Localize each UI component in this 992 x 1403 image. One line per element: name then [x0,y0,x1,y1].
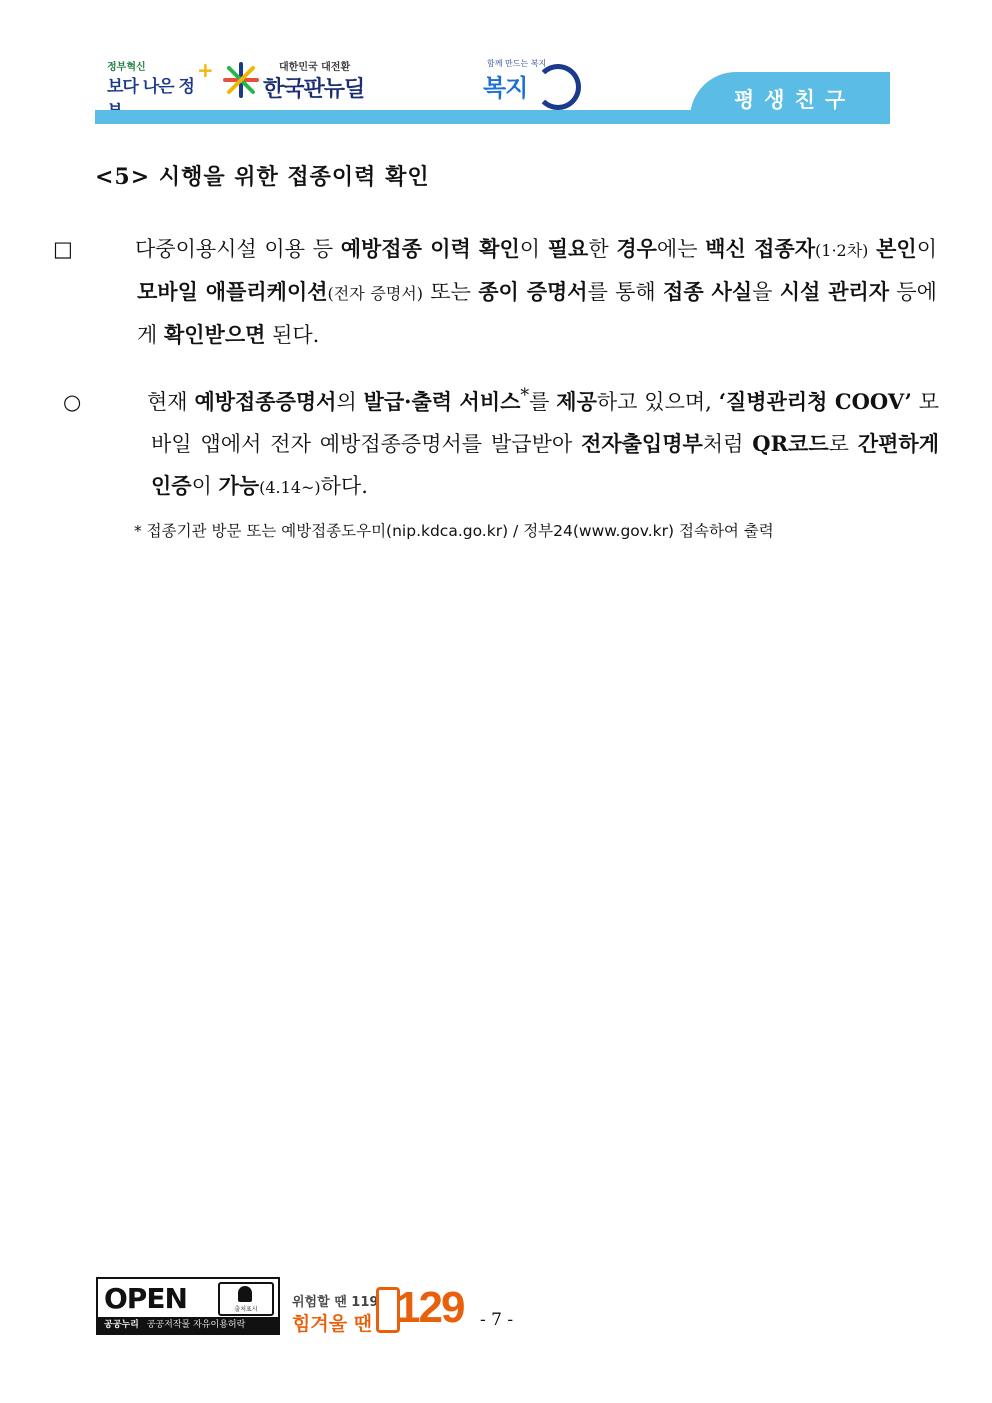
government-innovation-logo: 정부혁신 보다 나은 정 + [107,58,214,97]
page-header [95,48,890,124]
korean-new-deal-logo: 대한민국 대전환 한국판뉴딜 [223,58,373,108]
hotline-129-logo: 위험할 땐 119 힘겨울 땐 129 [292,1283,464,1335]
circle-mark-icon [535,64,581,110]
circle-bullet-icon: ○ [63,390,82,414]
para1-text-run [868,237,876,261]
person-icon [238,1286,252,1302]
footnote: * 접종기관 방문 또는 예방접종도우미(nip.kdca.go.kr) / 정부24(www.gov.kr) 접속하여 출력 [134,522,774,540]
attribution-icon: 출처표시 [218,1282,274,1316]
para1-text-run: 등에게 [137,280,937,347]
para2-text-run: 간편하게 인증 [151,431,939,498]
para2-text-run: 발급·출력 서비스 [363,389,521,414]
para1-text-run: 종이 증명서 [478,279,588,304]
para2-text-run: 하고 있으며, [596,390,719,414]
para1-text-run: 시설 관리자 [779,279,890,304]
para1-text-run: 이 [519,237,548,261]
para2-text-run: QR코드 [752,431,829,456]
para1-text-run: 에는 [656,237,706,261]
para1-text-run: 모바일 애플리케이션 [137,279,328,304]
open-license-bar: 공공누리 공공저작물 자유이용허락 [98,1317,278,1333]
para1-text-run: 된다. [265,323,320,347]
para1-text-run: (1·2차) [815,241,869,260]
para2-text-run: 전자출입명부 [581,431,703,456]
plus-icon: + [197,58,214,82]
section-title: <5> 시행을 위한 접종이력 확인 [95,164,430,190]
para1-text-run: 을 [752,280,780,304]
paragraph-certificate-service [63,376,939,508]
para1-text-run: 확인받으면 [163,322,266,347]
para1-text-run: 본인 [876,236,917,261]
para2-text-run: 를 [529,390,557,414]
para1-text-run: (전자 증명서) [327,284,423,303]
starburst-icon [223,62,259,98]
para2-text-run: 가능 [218,473,260,498]
header-tab: 평생친구 [690,72,890,124]
paragraph-vaccination-check [53,228,937,356]
para1-text-run: 또는 [423,280,479,304]
para1-text-run: 필요 [547,236,589,261]
para2-text-run: 제공 [556,389,597,414]
para1-text-run: 접종 사실 [663,279,753,304]
para1-text-run: 다중이용시설 이용 등 [135,237,341,261]
para2-text-run: (4.14~) [259,478,321,497]
para2-text-run: 로 [828,432,858,456]
para2-text-run: 처럼 [702,432,753,456]
open-license-badge: OPEN 출처표시 공공누리 공공저작물 자유이용허락 [96,1277,280,1335]
welfare-logo: 함께 만드는 복지 복지 [483,54,593,110]
para1-text-run: 예방접종 이력 확인 [340,236,520,261]
square-bullet-icon: □ [53,237,73,261]
para2-text-run: * [520,386,530,406]
para2-text-run: ‘질병관리청 COOV’ [718,389,912,414]
para2-text-run: 이 [191,474,219,498]
para1-text-run: 백신 접종자 [705,236,816,261]
para1-text-run: 이 [916,237,937,261]
para2-text-run: 하다. [320,474,368,498]
para1-text-run: 한 [588,237,617,261]
page-number: - 7 - [480,1310,514,1330]
para1-text-run: 를 통해 [587,280,664,304]
para1-text-run: 경우 [616,236,657,261]
para2-text-run: 의 [336,390,364,414]
para2-text-run: 현재 [147,390,195,414]
para2-text-run: 모바일 앱에서 전자 예방접종증명서를 발급받아 [151,390,939,456]
para2-text-run: 예방접종증명서 [194,389,337,414]
